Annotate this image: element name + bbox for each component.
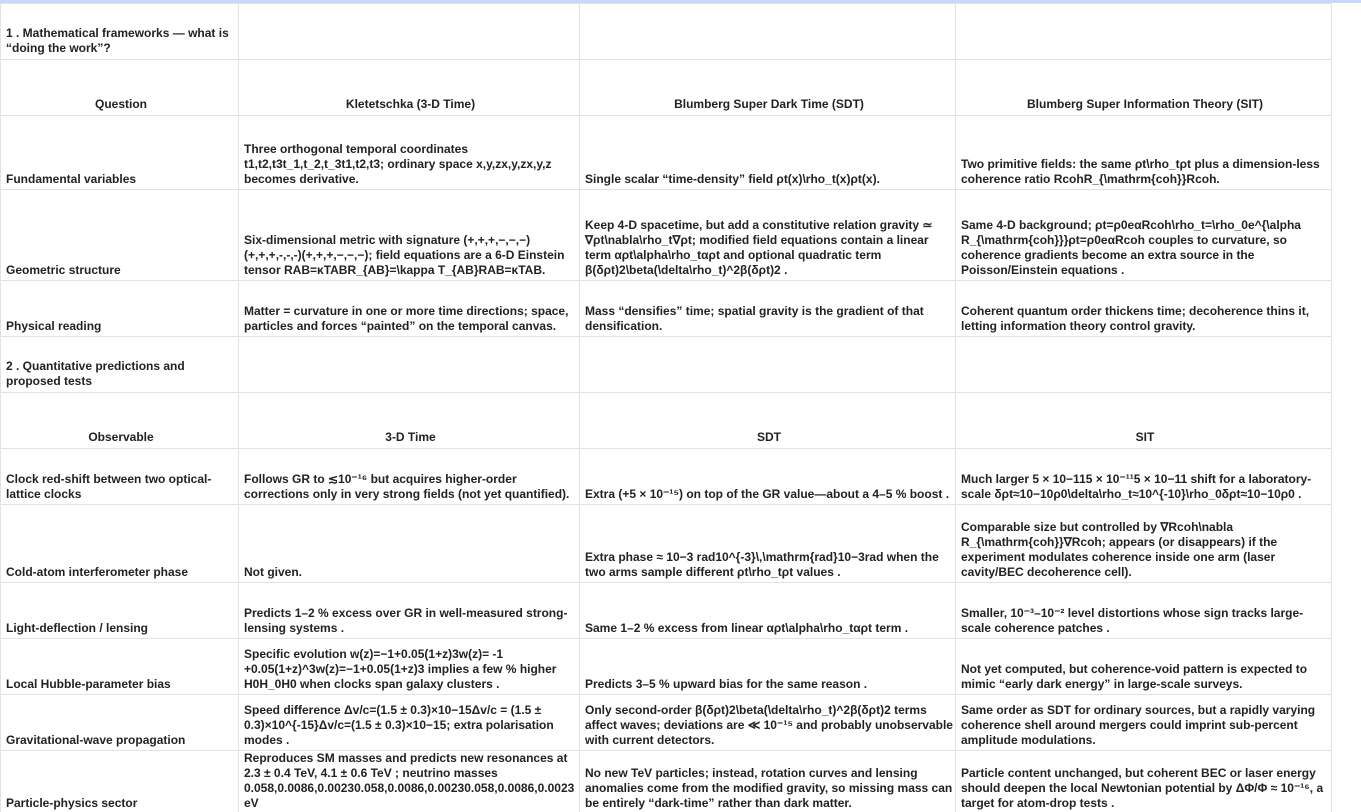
table-cell[interactable]: Smaller, 10⁻³–10⁻² level distortions whose sign tracks large-scale coherence patches . <box>956 583 1332 639</box>
table-cell[interactable]: Follows GR to ≲10⁻¹⁶ but acquires higher-order corrections only in very strong fields (not yet quantified). <box>239 449 580 505</box>
table-cell[interactable]: Not yet computed, but coherence-void pattern is expected to mimic “early dark energy” in large-scale surveys. <box>956 639 1332 695</box>
table-cell[interactable]: Keep 4-D spacetime, but add a constitutive relation gravity ≃ ∇ρt\nabla\rho_t∇ρt; modified field equations contain a linear term αρt\alpha\rho_tαρt and optional quadratic term β(δρt)2\beta(\delta\rho_t)^2β(δρt)2 . <box>580 190 956 281</box>
table-row <box>1 116 1332 190</box>
table-row <box>1 583 1332 639</box>
comparison-table <box>0 3 1332 812</box>
table-row <box>1 695 1332 751</box>
header-cell[interactable]: SIT <box>956 393 1332 449</box>
table-cell[interactable]: Same order as SDT for ordinary sources, but a rapidly varying coherence shell around mergers could imprint sub-percent amplitude modulations. <box>956 695 1332 751</box>
table-cell[interactable]: Extra phase ≈ 10−3 rad10^{-3}\,\mathrm{rad}10−3rad when the two arms sample different ρt\rho_tρt values . <box>580 505 956 583</box>
section-title-cell[interactable]: 1 . Mathematical frameworks — what is “doing the work”? <box>1 4 239 60</box>
row-label-cell[interactable]: Cold-atom interferometer phase <box>1 505 239 583</box>
header-cell[interactable]: Blumberg Super Dark Time (SDT) <box>580 60 956 116</box>
row-label-cell[interactable]: Local Hubble-parameter bias <box>1 639 239 695</box>
table-cell[interactable]: Extra (+5 × 10⁻¹⁵) on top of the GR value—about a 4–5 % boost . <box>580 449 956 505</box>
header-cell[interactable]: Question <box>1 60 239 116</box>
table-cell[interactable]: Reproduces SM masses and predicts new resonances at 2.3 ± 0.4 TeV, 4.1 ± 0.6 TeV ; neutrino masses 0.058,0.0086,0.00230.058,0.0086,0.00230.058,0.0086,0.0023 eV <box>239 751 580 812</box>
row-label-cell[interactable]: Particle-physics sector <box>1 751 239 812</box>
header-row <box>1 60 1332 116</box>
table-row <box>1 505 1332 583</box>
header-cell[interactable]: Kletetschka (3-D Time) <box>239 60 580 116</box>
row-label-cell[interactable]: Gravitational-wave propagation <box>1 695 239 751</box>
table-cell[interactable]: Much larger 5 × 10−115 × 10⁻¹¹5 × 10−11 shift for a laboratory-scale δρt≈10−10ρ0\delta\rho_t≈10^{-10}\rho_0δρt≈10−10ρ0 . <box>956 449 1332 505</box>
empty-cell[interactable] <box>580 4 956 60</box>
table-cell[interactable]: Mass “densifies” time; spatial gravity is the gradient of that densification. <box>580 281 956 337</box>
table-row <box>1 751 1332 812</box>
row-label-cell[interactable]: Geometric structure <box>1 190 239 281</box>
table-cell[interactable]: Comparable size but controlled by ∇Rcoh\nabla R_{\mathrm{coh}}∇Rcoh; appears (or disappears) if the experiment modulates coherence inside one arm (laser cavity/BEC decoherence cell). <box>956 505 1332 583</box>
table-cell[interactable]: Matter = curvature in one or more time directions; space, particles and forces “painted” on the temporal canvas. <box>239 281 580 337</box>
table-cell[interactable]: Speed difference Δv/c=(1.5 ± 0.3)×10−15Δv/c = (1.5 ± 0.3)×10^{-15}Δv/c=(1.5 ± 0.3)×10−15; extra polarisation modes . <box>239 695 580 751</box>
table-row <box>1 449 1332 505</box>
header-cell[interactable]: Blumberg Super Information Theory (SIT) <box>956 60 1332 116</box>
row-label-cell[interactable]: Fundamental variables <box>1 116 239 190</box>
table-cell[interactable]: Three orthogonal temporal coordinates t1,t2,t3t_1,t_2,t_3t1,t2,t3; ordinary space x,y,zx,y,zx,y,z becomes derivative. <box>239 116 580 190</box>
row-label-cell[interactable]: Physical reading <box>1 281 239 337</box>
header-row <box>1 393 1332 449</box>
empty-cell[interactable] <box>580 337 956 393</box>
table-cell[interactable]: No new TeV particles; instead, rotation curves and lensing anomalies come from the modified gravity, so missing mass can be entirely “dark-time” rather than dark matter. <box>580 751 956 812</box>
table-cell[interactable]: Particle content unchanged, but coherent BEC or laser energy should deepen the local Newtonian potential by ΔΦ/Φ ≈ 10⁻¹⁶, a target for atom-drop tests . <box>956 751 1332 812</box>
section-title-row <box>1 4 1332 60</box>
header-cell[interactable]: SDT <box>580 393 956 449</box>
empty-cell[interactable] <box>239 337 580 393</box>
section-title-row <box>1 337 1332 393</box>
table-cell[interactable]: Predicts 1–2 % excess over GR in well-measured strong-lensing systems . <box>239 583 580 639</box>
table-cell[interactable]: Six-dimensional metric with signature (+,+,+,−,−,−)(+,+,+,-,-,-)(+,+,+,−,−,−); field equations are a 6-D Einstein tensor RAB=κTABR_{AB}=\kappa T_{AB}RAB=κTAB. <box>239 190 580 281</box>
table-cell[interactable]: Not given. <box>239 505 580 583</box>
table-cell[interactable]: Predicts 3–5 % upward bias for the same reason . <box>580 639 956 695</box>
table-row <box>1 639 1332 695</box>
section-title-cell[interactable]: 2 . Quantitative predictions and proposed tests <box>1 337 239 393</box>
table-cell[interactable]: Same 1–2 % excess from linear αρt\alpha\rho_tαρt term . <box>580 583 956 639</box>
table-row <box>1 190 1332 281</box>
empty-cell[interactable] <box>956 337 1332 393</box>
header-cell[interactable]: 3-D Time <box>239 393 580 449</box>
header-cell[interactable]: Observable <box>1 393 239 449</box>
table-cell[interactable]: Only second-order β(δρt)2\beta(\delta\rho_t)^2β(δρt)2 terms affect waves; deviations are ≪ 10⁻¹⁵ and probably unobservable with current detectors. <box>580 695 956 751</box>
table-cell[interactable]: Single scalar “time-density” field ρt(x)\rho_t(x)ρt(x). <box>580 116 956 190</box>
empty-cell[interactable] <box>956 4 1332 60</box>
table-cell[interactable]: Two primitive fields: the same ρt\rho_tρt plus a dimension-less coherence ratio RcohR_{\mathrm{coh}}Rcoh. <box>956 116 1332 190</box>
table-row <box>1 281 1332 337</box>
table-cell[interactable]: Coherent quantum order thickens time; decoherence thins it, letting information theory control gravity. <box>956 281 1332 337</box>
table-cell[interactable]: Same 4-D background; ρt=ρ0eαRcoh\rho_t=\rho_0e^{\alpha R_{\mathrm{coh}}}ρt=ρ0eαRcoh couples to curvature, so coherence gradients become an extra source in the Poisson/Einstein equations . <box>956 190 1332 281</box>
row-label-cell[interactable]: Light-deflection / lensing <box>1 583 239 639</box>
row-label-cell[interactable]: Clock red-shift between two optical-lattice clocks <box>1 449 239 505</box>
table-cell[interactable]: Specific evolution w(z)=−1+0.05(1+z)3w(z)= -1 +0.05(1+z)^3w(z)=−1+0.05(1+z)3 implies a few % higher H0H_0H0 when clocks span galaxy clusters . <box>239 639 580 695</box>
empty-cell[interactable] <box>239 4 580 60</box>
